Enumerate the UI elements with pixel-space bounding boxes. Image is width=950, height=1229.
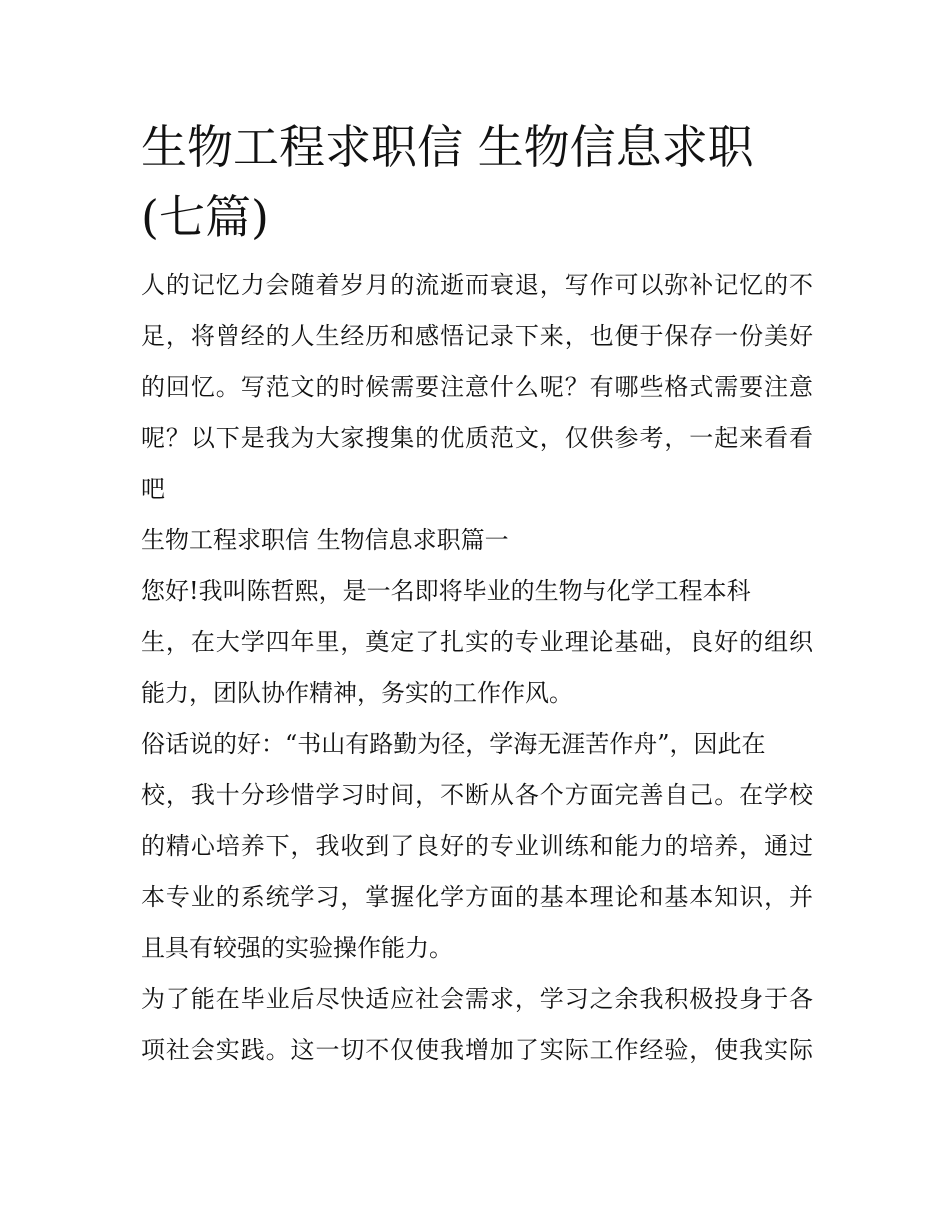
body-line-10: 俗话说的好：“书山有路勤为径，学海无涯苦作舟”，因此在 (141, 730, 766, 758)
body-line-12: 的精心培养下，我收到了良好的专业训练和能力的培养，通过 (141, 832, 813, 860)
body-line-5: 吧 (141, 475, 165, 503)
document-content (141, 112, 813, 1076)
body-line-4: 呢？以下是我为大家搜集的优质范文，仅供参考，一起来看看 (141, 424, 813, 452)
title-line-2: (七篇) (141, 190, 269, 244)
body-line-9: 能力，团队协作精神，务实的工作作风。 (141, 679, 573, 707)
body-line-11: 校，我十分珍惜学习时间，不断从各个方面完善自己。在学校 (141, 781, 813, 809)
body-line-16: 项社会实践。这一切不仅使我增加了实际工作经验，使我实际 (141, 1036, 813, 1064)
body-line-1: 人的记忆力会随着岁月的流逝而衰退，写作可以弥补记忆的不 (141, 271, 813, 299)
body-line-8: 生，在大学四年里，奠定了扎实的专业理论基础，良好的组织 (141, 628, 813, 656)
body-line-3: 的回忆。写范文的时候需要注意什么呢？有哪些格式需要注意 (141, 373, 813, 401)
body-line-2: 足，将曾经的人生经历和感悟记录下来，也便于保存一份美好 (141, 322, 813, 350)
body-line-7: 您好!我叫陈哲熙，是一名即将毕业的生物与化学工程本科 (141, 577, 751, 605)
document-title (141, 112, 813, 252)
body-line-15: 为了能在毕业后尽快适应社会需求，学习之余我积极投身于各 (141, 985, 813, 1013)
body-line-13: 本专业的系统学习，掌握化学方面的基本理论和基本知识，并 (141, 883, 813, 911)
body-line-14: 且具有较强的实验操作能力。 (141, 934, 453, 962)
title-line-1: 生物工程求职信 生物信息求职 (141, 120, 754, 174)
section-heading: 生物工程求职信 生物信息求职篇一 (141, 526, 509, 554)
